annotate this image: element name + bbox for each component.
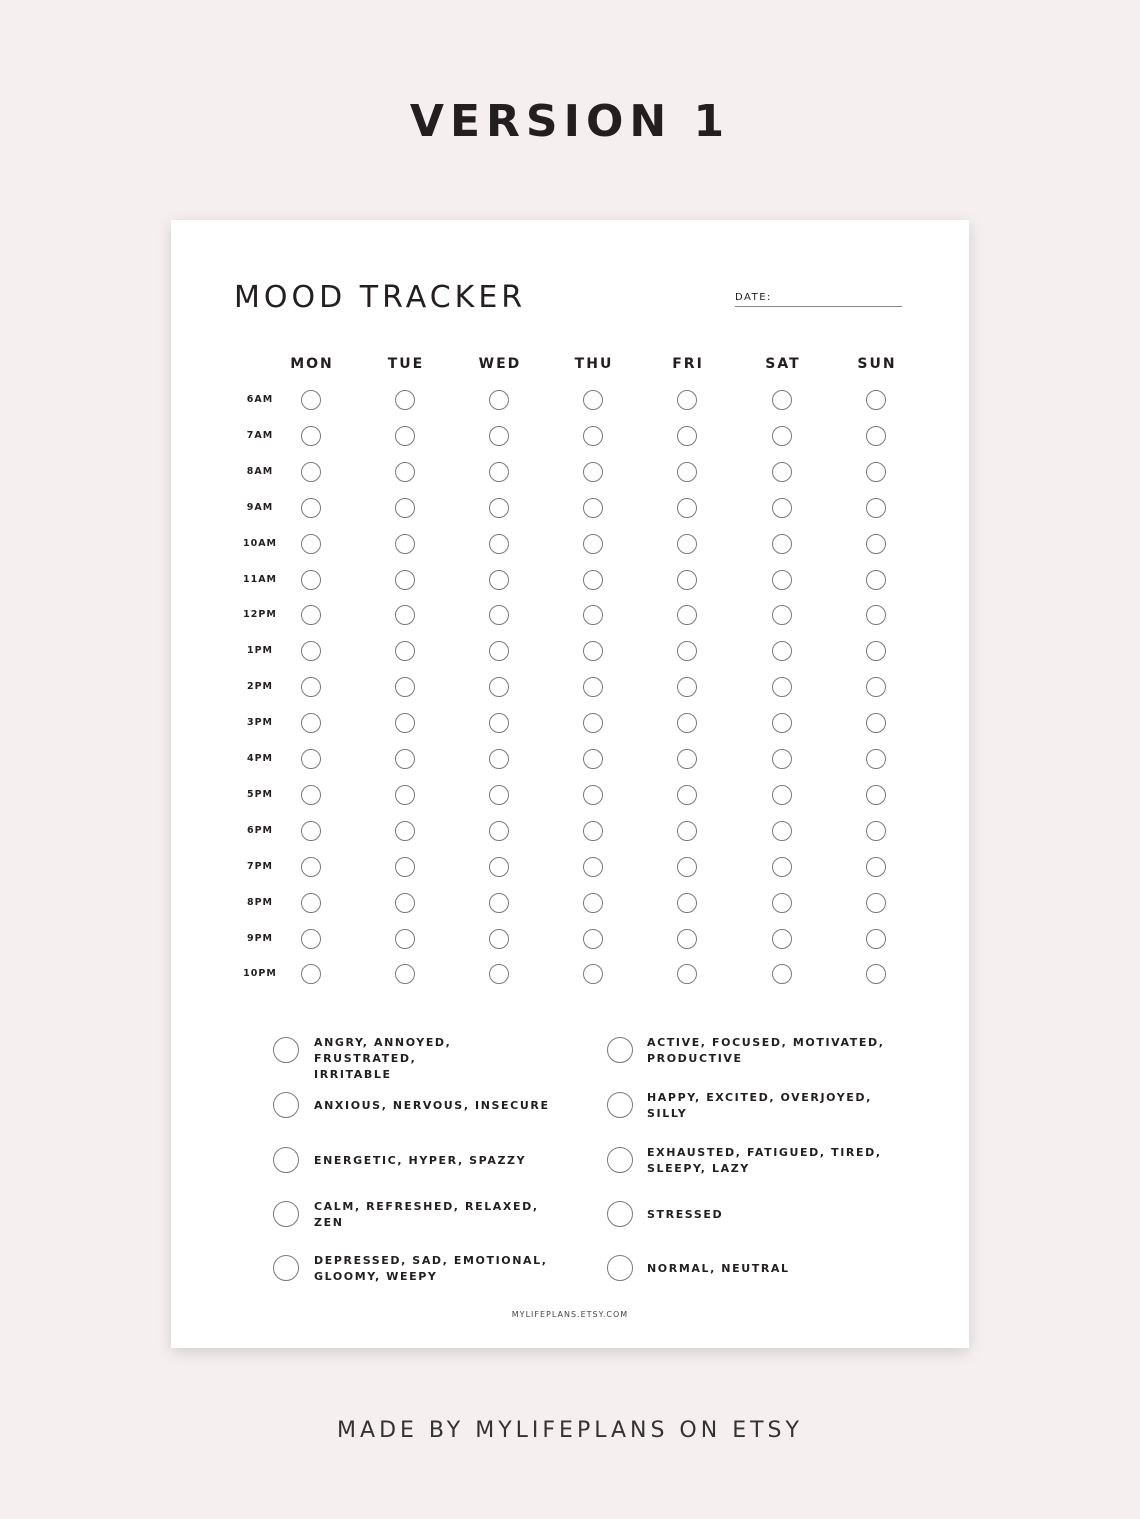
- mood-slot-circle[interactable]: [301, 641, 321, 661]
- version-heading: VERSION 1: [409, 96, 731, 147]
- mood-slot-circle[interactable]: [489, 713, 509, 733]
- legend-mood-line: IRRITABLE: [314, 1068, 392, 1081]
- mood-slot-circle[interactable]: [677, 893, 697, 913]
- mood-slot-circle[interactable]: [395, 462, 415, 482]
- mood-slot-circle[interactable]: [489, 929, 509, 949]
- mood-slot-circle[interactable]: [677, 857, 697, 877]
- day-header-wed: WED: [478, 356, 522, 372]
- time-label: 10AM: [242, 537, 278, 549]
- legend-mood-label: [647, 1145, 892, 1177]
- mood-slot-circle[interactable]: [772, 641, 792, 661]
- legend-color-circle[interactable]: [607, 1037, 633, 1063]
- mood-slot-circle[interactable]: [866, 677, 886, 697]
- legend-mood-label: [314, 1153, 559, 1169]
- mood-slot-circle[interactable]: [772, 749, 792, 769]
- mood-slot-circle[interactable]: [772, 893, 792, 913]
- day-header-thu: THU: [574, 356, 614, 372]
- mood-slot-circle[interactable]: [395, 677, 415, 697]
- mood-slot-circle[interactable]: [583, 785, 603, 805]
- day-header-mon: MON: [290, 356, 334, 372]
- legend-mood-label: [647, 1035, 892, 1067]
- mood-slot-circle[interactable]: [772, 677, 792, 697]
- mood-slot-circle[interactable]: [866, 641, 886, 661]
- legend-color-circle[interactable]: [607, 1092, 633, 1118]
- mood-slot-circle[interactable]: [772, 534, 792, 554]
- legend-mood-line: SLEEPY, LAZY: [647, 1162, 750, 1175]
- mood-slot-circle[interactable]: [301, 462, 321, 482]
- mood-slot-circle[interactable]: [677, 498, 697, 518]
- mood-slot-circle[interactable]: [583, 893, 603, 913]
- mood-slot-circle[interactable]: [489, 857, 509, 877]
- time-label: 7AM: [246, 429, 274, 441]
- mood-slot-circle[interactable]: [489, 534, 509, 554]
- mood-slot-circle[interactable]: [395, 570, 415, 590]
- mood-slot-circle[interactable]: [772, 785, 792, 805]
- mood-slot-circle[interactable]: [395, 534, 415, 554]
- mood-slot-circle[interactable]: [772, 857, 792, 877]
- mood-slot-circle[interactable]: [395, 929, 415, 949]
- made-by-credit: MADE BY MYLIFEPLANS ON ETSY: [337, 1418, 803, 1443]
- mood-slot-circle[interactable]: [395, 821, 415, 841]
- mood-slot-circle[interactable]: [583, 605, 603, 625]
- legend-color-circle[interactable]: [273, 1147, 299, 1173]
- time-label: 5PM: [246, 788, 274, 800]
- legend-mood-line: STRESSED: [647, 1208, 724, 1221]
- mood-slot-circle[interactable]: [772, 462, 792, 482]
- mood-slot-circle[interactable]: [866, 713, 886, 733]
- mood-slot-circle[interactable]: [677, 534, 697, 554]
- mood-slot-circle[interactable]: [677, 426, 697, 446]
- sheet-title: MOOD TRACKER: [234, 280, 527, 315]
- mood-slot-circle[interactable]: [583, 570, 603, 590]
- printable-sheet: [171, 220, 969, 1348]
- mood-slot-circle[interactable]: [866, 426, 886, 446]
- mood-slot-circle[interactable]: [395, 498, 415, 518]
- mood-slot-circle[interactable]: [489, 641, 509, 661]
- mood-slot-circle[interactable]: [583, 713, 603, 733]
- legend-mood-line: CALM, REFRESHED, RELAXED,: [314, 1200, 539, 1213]
- mood-slot-circle[interactable]: [489, 893, 509, 913]
- mood-slot-circle[interactable]: [301, 390, 321, 410]
- mood-slot-circle[interactable]: [583, 462, 603, 482]
- footer-url: MYLIFEPLANS.ETSY.COM: [511, 1310, 629, 1319]
- legend-mood-line: SILLY: [647, 1107, 688, 1120]
- legend-mood-line: ANGRY, ANNOYED, FRUSTRATED,: [314, 1036, 452, 1065]
- mood-slot-circle[interactable]: [866, 749, 886, 769]
- mood-slot-circle[interactable]: [677, 390, 697, 410]
- legend-color-circle[interactable]: [273, 1255, 299, 1281]
- mood-slot-circle[interactable]: [395, 426, 415, 446]
- legend-mood-line: ANXIOUS, NERVOUS, INSECURE: [314, 1099, 550, 1112]
- legend-mood-label: [314, 1098, 559, 1114]
- time-label: 11AM: [242, 573, 278, 585]
- time-label: 6PM: [246, 824, 274, 836]
- mood-slot-circle[interactable]: [772, 605, 792, 625]
- mood-slot-circle[interactable]: [301, 857, 321, 877]
- mood-slot-circle[interactable]: [489, 964, 509, 984]
- mood-slot-circle[interactable]: [301, 893, 321, 913]
- mood-slot-circle[interactable]: [301, 498, 321, 518]
- time-label: 9AM: [246, 501, 274, 513]
- mood-slot-circle[interactable]: [772, 713, 792, 733]
- mood-slot-circle[interactable]: [489, 390, 509, 410]
- mood-slot-circle[interactable]: [772, 570, 792, 590]
- legend-mood-label: [314, 1199, 559, 1231]
- mood-slot-circle[interactable]: [395, 390, 415, 410]
- mood-slot-circle[interactable]: [395, 857, 415, 877]
- mood-slot-circle[interactable]: [395, 964, 415, 984]
- legend-mood-line: NORMAL, NEUTRAL: [647, 1262, 790, 1275]
- day-header-sun: SUN: [857, 356, 897, 372]
- legend-mood-label: [647, 1090, 892, 1122]
- mood-slot-circle[interactable]: [677, 570, 697, 590]
- mood-slot-circle[interactable]: [772, 929, 792, 949]
- mood-slot-circle[interactable]: [677, 677, 697, 697]
- legend-mood-label: [314, 1253, 559, 1285]
- mood-slot-circle[interactable]: [677, 462, 697, 482]
- mood-slot-circle[interactable]: [489, 498, 509, 518]
- mood-slot-circle[interactable]: [489, 785, 509, 805]
- legend-color-circle[interactable]: [273, 1201, 299, 1227]
- legend-mood-line: PRODUCTIVE: [647, 1052, 743, 1065]
- mood-slot-circle[interactable]: [395, 785, 415, 805]
- mood-slot-circle[interactable]: [489, 605, 509, 625]
- time-label: 1PM: [246, 645, 274, 657]
- mood-slot-circle[interactable]: [866, 570, 886, 590]
- day-header-sat: SAT: [765, 356, 801, 372]
- time-label: 4PM: [246, 753, 274, 764]
- mood-slot-circle[interactable]: [866, 462, 886, 482]
- time-label: 12PM: [243, 609, 277, 621]
- mood-slot-circle[interactable]: [866, 929, 886, 949]
- mood-slot-circle[interactable]: [489, 677, 509, 697]
- mood-slot-circle[interactable]: [583, 641, 603, 661]
- legend-mood-line: EXHAUSTED, FATIGUED, TIRED,: [647, 1146, 882, 1159]
- legend-mood-label: [647, 1207, 892, 1223]
- mood-slot-circle[interactable]: [489, 821, 509, 841]
- mood-slot-circle[interactable]: [395, 605, 415, 625]
- mood-slot-circle[interactable]: [866, 534, 886, 554]
- mood-slot-circle[interactable]: [301, 534, 321, 554]
- mood-slot-circle[interactable]: [301, 605, 321, 625]
- mood-slot-circle[interactable]: [772, 821, 792, 841]
- mood-slot-circle[interactable]: [583, 534, 603, 554]
- mood-slot-circle[interactable]: [489, 749, 509, 769]
- mood-slot-circle[interactable]: [489, 426, 509, 446]
- mood-slot-circle[interactable]: [677, 605, 697, 625]
- legend-mood-label: [314, 1035, 559, 1083]
- legend-mood-line: DEPRESSED, SAD, EMOTIONAL,: [314, 1254, 548, 1267]
- time-label: 3PM: [246, 717, 274, 729]
- mood-slot-circle[interactable]: [677, 929, 697, 949]
- mood-slot-circle[interactable]: [489, 462, 509, 482]
- mood-slot-circle[interactable]: [772, 964, 792, 984]
- mood-slot-circle[interactable]: [583, 749, 603, 769]
- legend-mood-line: ACTIVE, FOCUSED, MOTIVATED,: [647, 1036, 885, 1049]
- mood-slot-circle[interactable]: [583, 929, 603, 949]
- mood-slot-circle[interactable]: [583, 964, 603, 984]
- mood-slot-circle[interactable]: [866, 785, 886, 805]
- day-header-tue: TUE: [387, 356, 425, 372]
- mood-slot-circle[interactable]: [866, 390, 886, 410]
- mood-slot-circle[interactable]: [489, 570, 509, 590]
- time-label: 10PM: [243, 968, 277, 980]
- mood-slot-circle[interactable]: [583, 390, 603, 410]
- mood-slot-circle[interactable]: [583, 498, 603, 518]
- mood-slot-circle[interactable]: [583, 426, 603, 446]
- time-label: 8AM: [246, 465, 274, 477]
- mood-slot-circle[interactable]: [301, 964, 321, 984]
- mood-slot-circle[interactable]: [583, 821, 603, 841]
- mood-slot-circle[interactable]: [677, 641, 697, 661]
- mood-slot-circle[interactable]: [395, 749, 415, 769]
- day-header-fri: FRI: [672, 356, 704, 372]
- mood-slot-circle[interactable]: [677, 713, 697, 733]
- mood-slot-circle[interactable]: [772, 390, 792, 410]
- mood-slot-circle[interactable]: [395, 713, 415, 733]
- legend-color-circle[interactable]: [607, 1201, 633, 1227]
- time-label: 7PM: [246, 860, 274, 872]
- time-label: 8PM: [246, 896, 274, 908]
- mood-slot-circle[interactable]: [866, 893, 886, 913]
- legend-color-circle[interactable]: [607, 1255, 633, 1281]
- mood-slot-circle[interactable]: [583, 677, 603, 697]
- legend-color-circle[interactable]: [273, 1037, 299, 1063]
- mood-slot-circle[interactable]: [583, 857, 603, 877]
- date-label: DATE:: [735, 292, 772, 303]
- mood-slot-circle[interactable]: [301, 749, 321, 769]
- time-label: 2PM: [246, 681, 274, 693]
- legend-mood-line: ENERGETIC, HYPER, SPAZZY: [314, 1154, 527, 1167]
- mood-slot-circle[interactable]: [677, 749, 697, 769]
- legend-mood-line: GLOOMY, WEEPY: [314, 1270, 438, 1283]
- legend-mood-line: ZEN: [314, 1216, 344, 1229]
- mood-slot-circle[interactable]: [677, 785, 697, 805]
- mood-slot-circle[interactable]: [301, 785, 321, 805]
- date-field-line: [735, 306, 902, 307]
- legend-mood-label: [647, 1261, 892, 1277]
- mood-slot-circle[interactable]: [866, 498, 886, 518]
- mood-slot-circle[interactable]: [395, 893, 415, 913]
- mood-slot-circle[interactable]: [301, 677, 321, 697]
- mood-slot-circle[interactable]: [301, 570, 321, 590]
- mood-slot-circle[interactable]: [677, 821, 697, 841]
- mood-slot-circle[interactable]: [866, 964, 886, 984]
- mood-slot-circle[interactable]: [866, 821, 886, 841]
- legend-color-circle[interactable]: [607, 1147, 633, 1173]
- time-label: 9PM: [246, 932, 274, 944]
- mood-slot-circle[interactable]: [677, 964, 697, 984]
- mood-slot-circle[interactable]: [866, 605, 886, 625]
- mood-slot-circle[interactable]: [301, 426, 321, 446]
- mood-slot-circle[interactable]: [866, 857, 886, 877]
- mood-slot-circle[interactable]: [301, 929, 321, 949]
- mood-slot-circle[interactable]: [301, 713, 321, 733]
- mood-slot-circle[interactable]: [772, 498, 792, 518]
- legend-color-circle[interactable]: [273, 1092, 299, 1118]
- legend-mood-line: HAPPY, EXCITED, OVERJOYED,: [647, 1091, 872, 1104]
- mood-slot-circle[interactable]: [301, 821, 321, 841]
- mood-slot-circle[interactable]: [772, 426, 792, 446]
- mood-slot-circle[interactable]: [395, 641, 415, 661]
- time-label: 6AM: [246, 394, 274, 405]
